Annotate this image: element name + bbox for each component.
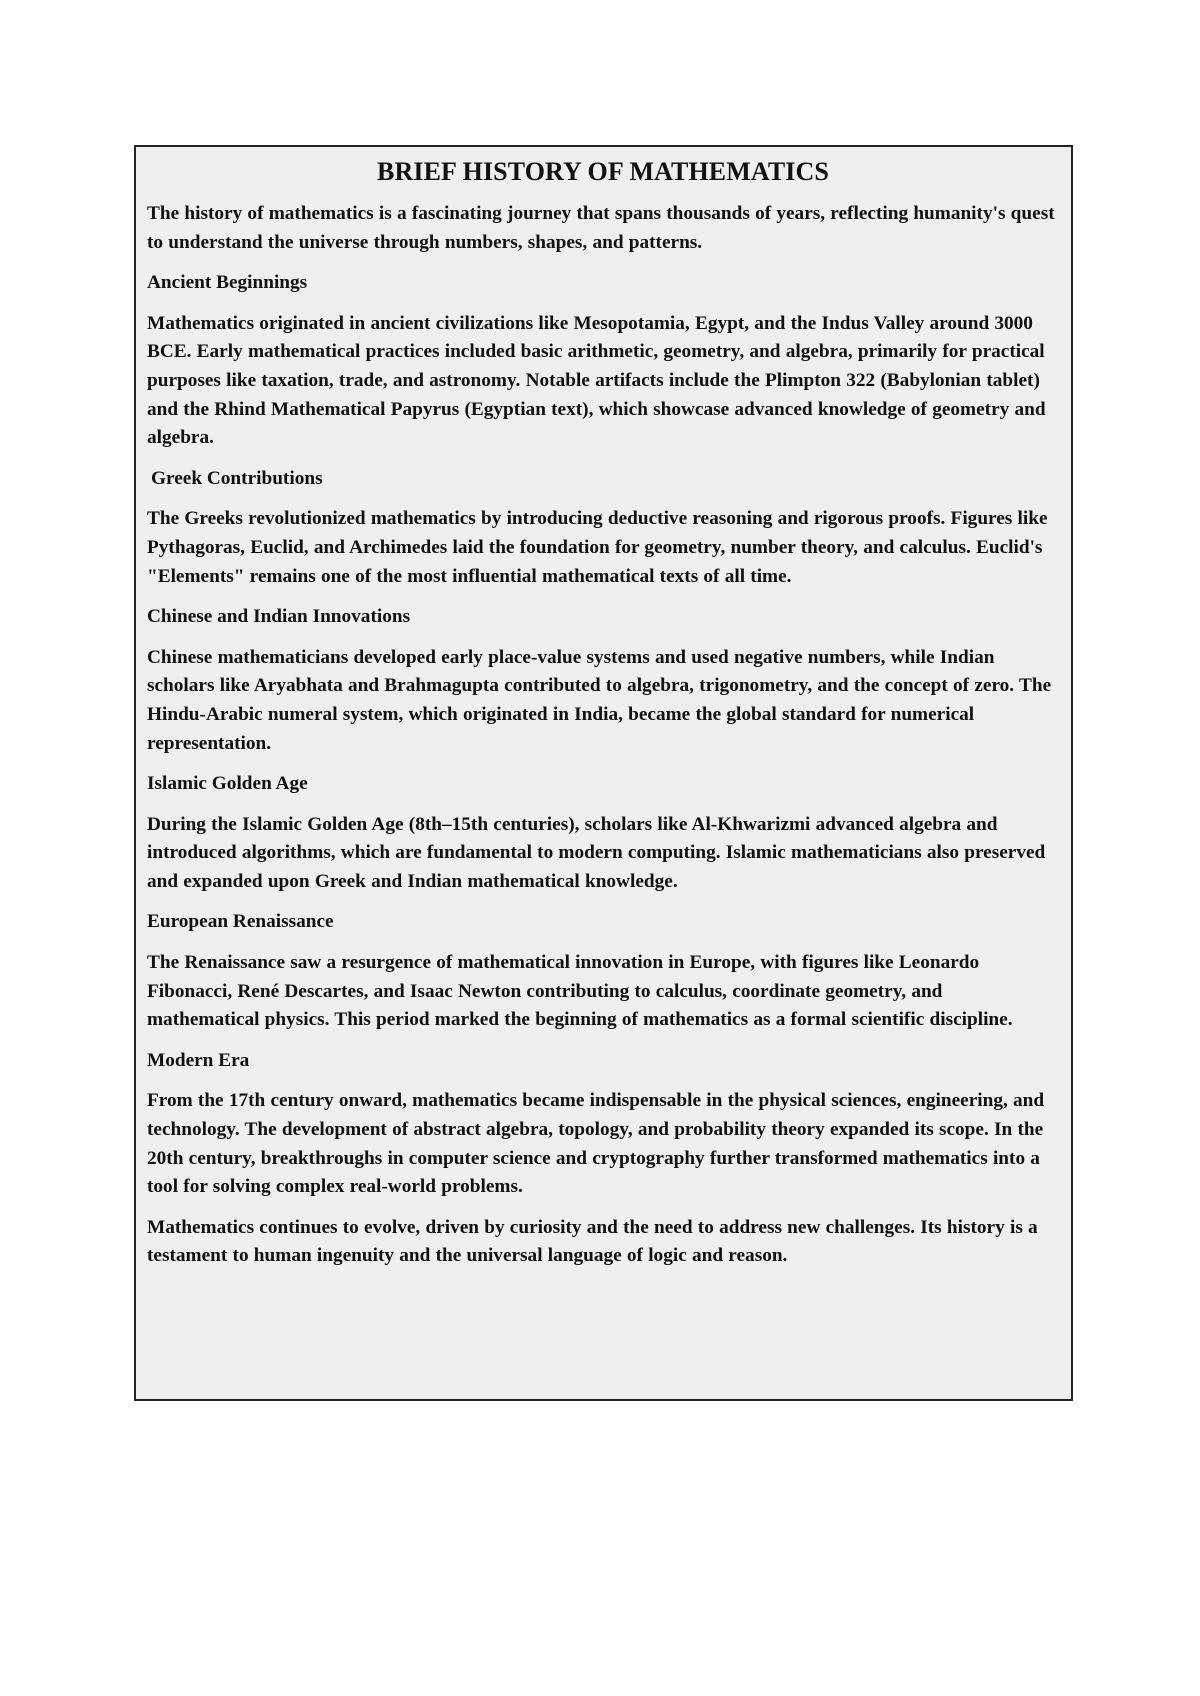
intro-paragraph: The history of mathematics is a fascinating journey that spans thousands of years, reflecting humanity's quest to understand the universe through numbers, shapes, and patterns. [147,203,1055,253]
section-heading-islamic-golden-age: Islamic Golden Age [147,773,308,795]
section-body-greek-contributions: The Greeks revolutionized mathematics by introducing deductive reasoning and rigorous proofs. Figures like Pythagoras, Euclid, and Archimedes laid the foundation for geometry, number theory, and calculus. Euclid's "Elements" remains one of the most influential mathematical texts of all time. [147,508,1048,587]
section-heading-modern-era: Modern Era [147,1049,250,1071]
section-heading-ancient-beginnings: Ancient Beginnings [147,272,308,294]
section-heading-chinese-indian-innovations: Chinese and Indian Innovations [147,606,411,628]
section-body-chinese-indian-innovations: Chinese mathematicians developed early place-value systems and used negative numbers, while Indian scholars like Aryabhata and Brahmagupta contributed to algebra, trigonometry, and the concept of zero. The Hindu-Arabic numeral system, which originated in India, became the global standard for numerical representation. [147,646,1052,754]
document-frame [134,145,1073,1401]
section-heading-european-renaissance: European Renaissance [147,911,334,933]
document-title: BRIEF HISTORY OF MATHEMATICS [377,157,829,186]
section-heading-greek-contributions: Greek Contributions [151,467,323,489]
section-body-islamic-golden-age: During the Islamic Golden Age (8th–15th centuries), scholars like Al-Khwarizmi advanced algebra and introduced algorithms, which are fundamental to modern computing. Islamic mathematicians also preserved and expanded upon Greek and Indian mathematical knowledge. [147,813,1046,892]
section-body-modern-era: From the 17th century onward, mathematics became indispensable in the physical sciences, engineering, and technology. The development of abstract algebra, topology, and probability theory expanded its scope. In the 20th century, breakthroughs in computer science and cryptography further transformed mathematics into a tool for solving complex real-world problems. [147,1090,1045,1198]
section-body-ancient-beginnings: Mathematics originated in ancient civilizations like Mesopotamia, Egypt, and the Indus Valley around 3000 BCE. Early mathematical practices included basic arithmetic, geometry, and algebra, primarily for practical purposes like taxation, trade, and astronomy. Notable artifacts include the Plimpton 322 (Babylonian tablet) and the Rhind Mathematical Papyrus (Egyptian text), which showcase advanced knowledge of geometry and algebra. [147,312,1046,449]
conclusion-paragraph: Mathematics continues to evolve, driven by curiosity and the need to address new challenges. Its history is a testament to human ingenuity and the universal language of logic and reason. [147,1216,1038,1267]
section-body-european-renaissance: The Renaissance saw a resurgence of mathematical innovation in Europe, with figures like Leonardo Fibonacci, René Descartes, and Isaac Newton contributing to calculus, coordinate geometry, and mathematical physics. This period marked the beginning of mathematics as a formal scientific discipline. [147,952,1013,1031]
